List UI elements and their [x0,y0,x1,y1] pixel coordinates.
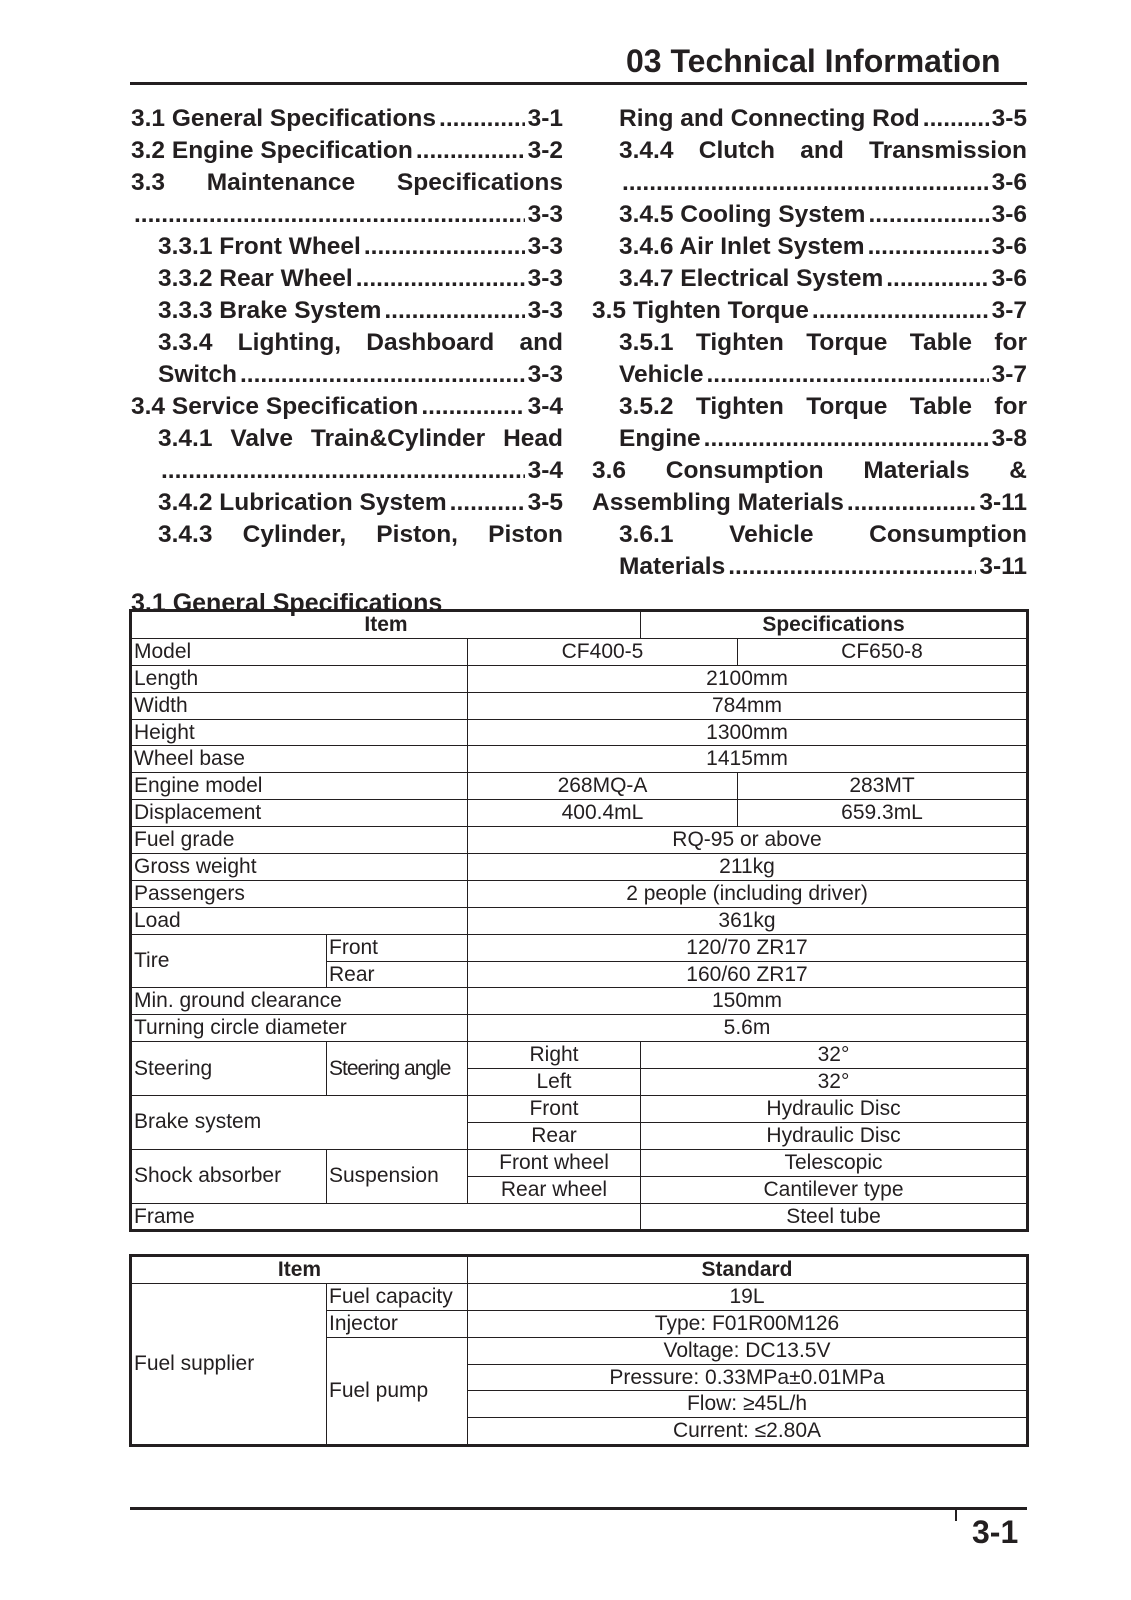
toc-page-number: 3-6 [991,265,1027,292]
row-label: Engine model [132,773,468,800]
toc-entry[interactable] [131,167,563,199]
row-label: Fuel grade [132,827,468,854]
toc-entry[interactable] [131,263,563,295]
general-spec-table [131,611,1027,1230]
toc-leader-dots [364,231,525,263]
toc-entry-text: 3.3.3 Brake System [158,297,382,324]
toc-entry[interactable] [592,359,1027,391]
cell-value: Current: ≤2.80A [468,1418,1027,1445]
cell-value: 1300mm [468,719,1027,746]
cell-value: 211kg [468,854,1027,881]
toc-page-number: 3-5 [991,105,1027,132]
toc-entry[interactable] [592,551,1027,583]
table-row [132,1203,1027,1230]
row-sublabel: Left [468,1069,641,1096]
cell-value: CF400-5 [468,638,738,665]
toc-page-number: 3-1 [527,105,563,132]
table-row [132,1149,1027,1176]
toc-page-number: 3-4 [527,457,563,484]
toc-leader-dots [706,359,988,391]
toc-page-number: 3-3 [527,361,563,388]
toc-entry[interactable] [592,455,1027,487]
row-sublabel: Rear [468,1122,641,1149]
row-label: Model [132,638,468,665]
toc-leader-dots [450,487,525,519]
table-row [132,1283,1027,1310]
toc-entry[interactable] [592,263,1027,295]
toc-entry[interactable] [131,519,563,551]
toc-entry[interactable] [592,103,1027,135]
toc-entry-text: 3.5.1 Tighten Torque Table for [619,329,1027,356]
toc-page-number: 3-7 [991,297,1027,324]
toc-entry-text: Vehicle [619,361,704,388]
toc-entry[interactable] [592,519,1027,551]
toc-entry-text: Materials [619,553,726,580]
toc-entry[interactable] [592,231,1027,263]
row-label: Fuel supplier [132,1283,327,1444]
table-row [132,719,1027,746]
toc-leader-dots [704,423,989,455]
table-row [132,665,1027,692]
cell-value: Steel tube [641,1203,1027,1230]
toc-entry-text: 3.4.1 Valve Train&Cylinder Head [158,425,563,452]
cell-value: 150mm [468,988,1027,1015]
row-label: Wheel base [132,746,468,773]
table-row [132,1042,1027,1069]
table-row [132,988,1027,1015]
row-sublabel: Suspension [327,1149,468,1203]
toc-entry-text: 3.1 General Specifications [131,105,437,132]
table-row [132,692,1027,719]
table-row [132,1015,1027,1042]
row-sublabel: Right [468,1042,641,1069]
toc-page-number: 3-4 [527,393,563,420]
toc-right-column [592,103,1027,583]
toc-page-number: 3-6 [991,233,1027,260]
toc-entry-text: Assembling Materials [592,489,844,516]
toc-entry[interactable] [592,487,1027,519]
cell-value: Cantilever type [641,1176,1027,1203]
row-label: Min. ground clearance [132,988,468,1015]
toc-leader-dots [622,167,989,199]
toc-entry-text: Switch [158,361,237,388]
cell-value: Hydraulic Disc [641,1122,1027,1149]
toc-entry[interactable] [592,295,1027,327]
toc-entry[interactable] [131,391,563,423]
toc-page-number: 3-8 [991,425,1027,452]
row-label: Tire [132,934,327,988]
cell-value: Pressure: 0.33MPa±0.01MPa [468,1364,1027,1391]
toc-left-column [131,103,563,551]
cell-value: 32° [641,1069,1027,1096]
row-sublabel: Fuel capacity [327,1283,468,1310]
toc-entry[interactable] [592,423,1027,455]
toc-leader-dots [868,231,989,263]
table-row [132,638,1027,665]
toc-leader-dots [240,359,525,391]
cell-value: 400.4mL [468,800,738,827]
table-row [132,854,1027,881]
row-label: Load [132,907,468,934]
table-row [132,800,1027,827]
cell-value: 268MQ-A [468,773,738,800]
toc-page-number: 3-11 [979,553,1027,580]
cell-value: Flow: ≥45L/h [468,1391,1027,1418]
toc-entry[interactable] [131,423,563,455]
page-number: 3-1 [972,1514,1019,1550]
toc-entry-text: 3.3 Maintenance Specifications [131,169,563,196]
fuel-supply-table [131,1256,1027,1445]
footer-rule [130,1507,1027,1510]
toc-page-number: 3-3 [527,201,563,228]
toc-page-number: 3-3 [527,265,563,292]
toc-leader-dots [439,103,525,135]
table-row [132,1096,1027,1123]
row-sublabel: Fuel pump [327,1337,468,1445]
toc-entry[interactable] [592,135,1027,167]
toc-entry[interactable] [131,295,563,327]
row-label: Brake system [132,1096,468,1150]
cell-value: 120/70 ZR17 [468,934,1027,961]
toc-page-number: 3-2 [527,137,563,164]
cell-value: 32° [641,1042,1027,1069]
toc-leader-dots [868,199,988,231]
toc-leader-dots [886,263,988,295]
table-row [132,773,1027,800]
toc-entry[interactable] [131,103,563,135]
row-label: Shock absorber [132,1149,327,1203]
cell-value: Telescopic [641,1149,1027,1176]
toc-entry[interactable] [131,359,563,391]
table-row [132,934,1027,961]
row-label: Width [132,692,468,719]
toc-entry-text: 3.4 Service Specification [131,393,419,420]
toc-entry[interactable] [592,391,1027,423]
toc-entry[interactable] [592,167,1027,199]
toc-page-number: 3-6 [991,169,1027,196]
toc-entry-text: 3.3.2 Rear Wheel [158,265,353,292]
row-label: Passengers [132,880,468,907]
cell-value: 2100mm [468,665,1027,692]
row-sublabel: Rear wheel [468,1176,641,1203]
header-standard: Standard [468,1257,1027,1284]
header-item: Item [132,1257,468,1284]
toc-leader-dots [421,391,524,423]
section-title: 3.1 General Specifications [131,589,443,617]
cell-value: 283MT [738,773,1027,800]
toc-leader-dots [356,263,525,295]
row-label: Height [132,719,468,746]
cell-value: 5.6m [468,1015,1027,1042]
toc-entry[interactable] [131,199,563,231]
row-sublabel: Rear [327,961,468,988]
row-sublabel: Injector [327,1310,468,1337]
toc-page-number: 3-3 [527,233,563,260]
toc-page-number: 3-3 [527,297,563,324]
toc-page-number: 3-6 [991,201,1027,228]
cell-value: RQ-95 or above [468,827,1027,854]
toc-entry-text: 3.2 Engine Specification [131,137,413,164]
header-specifications: Specifications [641,612,1027,639]
toc-entry-text: 3.4.4 Clutch and Transmission [619,137,1027,164]
toc-entry-text: Engine [619,425,701,452]
toc-entry[interactable] [131,327,563,359]
toc-entry[interactable] [131,135,563,167]
toc-leader-dots [416,135,525,167]
toc-entry-text: 3.4.5 Cooling System [619,201,866,228]
toc-entry-text: Ring and Connecting Rod [619,105,920,132]
row-sublabel: Front wheel [468,1149,641,1176]
cell-value: 19L [468,1283,1027,1310]
cell-value: 361kg [468,907,1027,934]
toc-leader-dots [161,455,525,487]
table-row [132,907,1027,934]
table-row [132,612,1027,639]
toc-entry[interactable] [131,231,563,263]
table-row [132,1257,1027,1284]
row-sublabel: Front [327,934,468,961]
cell-value: 160/60 ZR17 [468,961,1027,988]
toc-page-number: 3-7 [991,361,1027,388]
toc-entry-text: 3.5.2 Tighten Torque Table for [619,393,1027,420]
toc-entry[interactable] [592,199,1027,231]
toc-leader-dots [923,103,989,135]
cell-value: 659.3mL [738,800,1027,827]
cell-value: Type: F01R00M126 [468,1310,1027,1337]
table-row [132,827,1027,854]
row-label: Frame [132,1203,641,1230]
toc-entry-text: 3.3.1 Front Wheel [158,233,361,260]
row-label: Turning circle diameter [132,1015,468,1042]
toc-entry-text: 3.5 Tighten Torque [592,297,809,324]
cell-value: 784mm [468,692,1027,719]
row-sublabel: Steering angle [327,1042,468,1096]
toc-entry-text: 3.4.6 Air Inlet System [619,233,865,260]
row-label: Displacement [132,800,468,827]
toc-entry-text: 3.6 Consumption Materials & [592,457,1027,484]
toc-entry-text: 3.4.2 Lubrication System [158,489,447,516]
cell-value: Hydraulic Disc [641,1096,1027,1123]
toc-leader-dots [134,199,525,231]
header-rule [130,82,1027,85]
toc-leader-dots [384,295,524,327]
toc-leader-dots [812,295,989,327]
cell-value: Voltage: DC13.5V [468,1337,1027,1364]
toc-entry-text: 3.3.4 Lighting, Dashboard and [158,329,563,356]
toc-entry-text: 3.4.7 Electrical System [619,265,884,292]
cell-value: 2 people (including driver) [468,880,1027,907]
header-item: Item [132,612,641,639]
row-label: Steering [132,1042,327,1096]
toc-entry-text: 3.6.1 Vehicle Consumption [619,521,1027,548]
toc-page-number: 3-11 [979,489,1027,516]
table-row [132,746,1027,773]
toc-page-number: 3-5 [527,489,563,516]
toc-entry[interactable] [131,487,563,519]
toc-entry[interactable] [592,327,1027,359]
toc-entry[interactable] [131,455,563,487]
chapter-title: 03 Technical Information [626,43,1001,79]
toc-leader-dots [728,551,976,583]
toc-entry-text: 3.4.3 Cylinder, Piston, Piston [158,521,563,548]
row-label: Length [132,665,468,692]
cell-value: CF650-8 [738,638,1027,665]
table-row [132,880,1027,907]
cell-value: 1415mm [468,746,1027,773]
row-label: Gross weight [132,854,468,881]
row-sublabel: Front [468,1096,641,1123]
toc-leader-dots [847,487,976,519]
